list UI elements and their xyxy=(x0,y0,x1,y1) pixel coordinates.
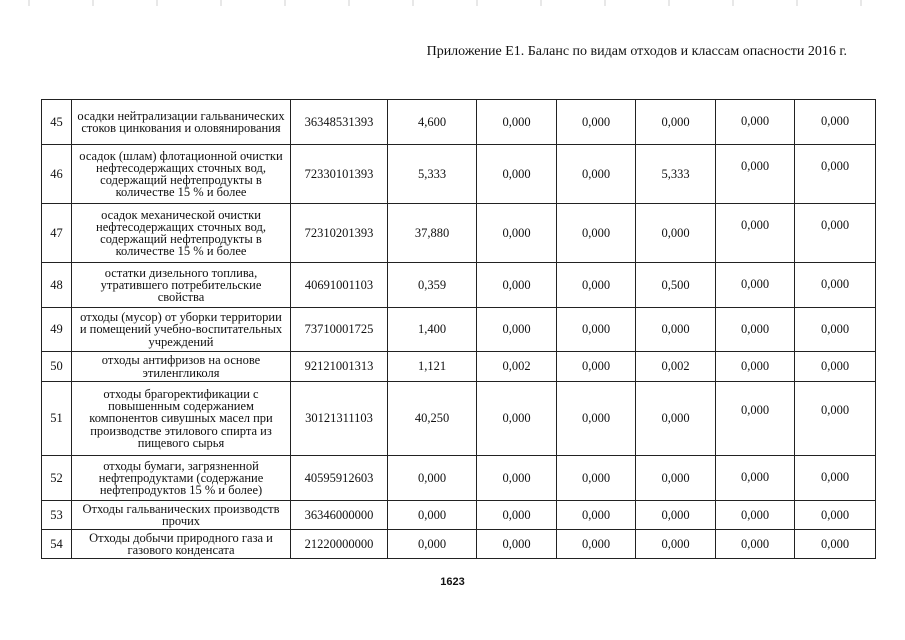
value-cell: 0,000 xyxy=(388,501,477,530)
table-row xyxy=(42,145,876,204)
value-cell: 0,000 xyxy=(795,382,876,456)
value-cell: 0,000 xyxy=(477,501,557,530)
value-cell: 0,000 xyxy=(557,382,636,456)
value-cell: 0,000 xyxy=(636,100,716,145)
row-number: 52 xyxy=(42,456,72,501)
table-row xyxy=(42,456,876,501)
value-cell: 5,333 xyxy=(636,145,716,204)
value-cell: 0,000 xyxy=(795,501,876,530)
table-row xyxy=(42,501,876,530)
value-cell: 0,000 xyxy=(557,501,636,530)
value-cell: 0,000 xyxy=(636,308,716,352)
waste-code: 36346000000 xyxy=(291,501,388,530)
value-cell: 40,250 xyxy=(388,382,477,456)
value-cell: 0,000 xyxy=(477,308,557,352)
value-cell: 0,000 xyxy=(477,530,557,559)
value-cell: 0,000 xyxy=(795,204,876,263)
row-number: 50 xyxy=(42,352,72,382)
row-number: 51 xyxy=(42,382,72,456)
value-cell: 0,000 xyxy=(795,456,876,501)
value-cell: 0,000 xyxy=(795,100,876,145)
value-cell: 0,000 xyxy=(557,352,636,382)
value-cell: 0,000 xyxy=(636,382,716,456)
value-cell: 0,000 xyxy=(477,145,557,204)
waste-code: 73710001725 xyxy=(291,308,388,352)
value-cell: 0,000 xyxy=(795,530,876,559)
value-cell: 0,000 xyxy=(716,100,795,145)
value-cell: 0,000 xyxy=(557,100,636,145)
waste-code: 21220000000 xyxy=(291,530,388,559)
table-row xyxy=(42,100,876,145)
value-cell: 0,000 xyxy=(477,263,557,308)
row-number: 47 xyxy=(42,204,72,263)
waste-code: 40595912603 xyxy=(291,456,388,501)
value-cell: 0,002 xyxy=(636,352,716,382)
value-cell: 0,000 xyxy=(716,352,795,382)
value-cell: 0,000 xyxy=(477,204,557,263)
waste-code: 72330101393 xyxy=(291,145,388,204)
value-cell: 0,359 xyxy=(388,263,477,308)
value-cell: 1,400 xyxy=(388,308,477,352)
value-cell: 0,000 xyxy=(388,530,477,559)
row-number: 45 xyxy=(42,100,72,145)
waste-name: отходы брагоректификации с повышенным содержанием компонентов сивушных масел при производстве этилового спирта из пищевого сырья xyxy=(72,382,291,456)
table-row xyxy=(42,308,876,352)
value-cell: 0,000 xyxy=(716,145,795,204)
table-row xyxy=(42,382,876,456)
value-cell: 0,000 xyxy=(636,204,716,263)
value-cell: 0,000 xyxy=(716,308,795,352)
document-title: Приложение Е1. Баланс по видам отходов и классам опасности 2016 г. xyxy=(426,44,847,59)
value-cell: 4,600 xyxy=(388,100,477,145)
waste-code: 72310201393 xyxy=(291,204,388,263)
value-cell: 0,000 xyxy=(716,501,795,530)
waste-name: отходы бумаги, загрязненной нефтепродуктами (содержание нефтепродуктов 15 % и более) xyxy=(72,456,291,501)
waste-balance-table xyxy=(41,99,876,559)
waste-code: 40691001103 xyxy=(291,263,388,308)
value-cell: 1,121 xyxy=(388,352,477,382)
value-cell: 0,000 xyxy=(716,456,795,501)
value-cell: 0,000 xyxy=(557,308,636,352)
value-cell: 0,000 xyxy=(557,530,636,559)
value-cell: 0,002 xyxy=(477,352,557,382)
value-cell: 0,000 xyxy=(388,456,477,501)
row-number: 48 xyxy=(42,263,72,308)
value-cell: 5,333 xyxy=(388,145,477,204)
value-cell: 0,000 xyxy=(477,456,557,501)
waste-code: 92121001313 xyxy=(291,352,388,382)
waste-name: Отходы добычи природного газа и газового конденсата xyxy=(72,530,291,559)
table-row xyxy=(42,352,876,382)
row-number: 49 xyxy=(42,308,72,352)
value-cell: 0,000 xyxy=(716,263,795,308)
page-number: 1623 xyxy=(440,576,465,588)
waste-name: осадки нейтрализации гальванических стоков цинкования и оловянирования xyxy=(72,100,291,145)
table-row xyxy=(42,263,876,308)
value-cell: 0,000 xyxy=(795,352,876,382)
value-cell: 0,000 xyxy=(557,263,636,308)
table-row xyxy=(42,204,876,263)
value-cell: 0,500 xyxy=(636,263,716,308)
value-cell: 0,000 xyxy=(636,501,716,530)
waste-code: 30121311103 xyxy=(291,382,388,456)
value-cell: 0,000 xyxy=(557,456,636,501)
row-number: 46 xyxy=(42,145,72,204)
waste-name: осадок механической очистки нефтесодержащих сточных вод, содержащий нефтепродукты в количестве 15 % и более xyxy=(72,204,291,263)
value-cell: 0,000 xyxy=(716,530,795,559)
waste-name: Отходы гальванических производств прочих xyxy=(72,501,291,530)
value-cell: 0,000 xyxy=(716,204,795,263)
value-cell: 0,000 xyxy=(795,145,876,204)
value-cell: 0,000 xyxy=(557,204,636,263)
scan-top-edge xyxy=(0,0,905,6)
value-cell: 0,000 xyxy=(636,456,716,501)
value-cell: 0,000 xyxy=(477,382,557,456)
value-cell: 37,880 xyxy=(388,204,477,263)
value-cell: 0,000 xyxy=(557,145,636,204)
row-number: 54 xyxy=(42,530,72,559)
value-cell: 0,000 xyxy=(795,263,876,308)
table-row xyxy=(42,530,876,559)
value-cell: 0,000 xyxy=(716,382,795,456)
waste-name: остатки дизельного топлива, утратившего потребительские свойства xyxy=(72,263,291,308)
value-cell: 0,000 xyxy=(636,530,716,559)
waste-name: отходы (мусор) от уборки территории и помещений учебно-воспитательных учреждений xyxy=(72,308,291,352)
row-number: 53 xyxy=(42,501,72,530)
value-cell: 0,000 xyxy=(795,308,876,352)
waste-name: отходы антифризов на основе этиленгликоля xyxy=(72,352,291,382)
waste-code: 36348531393 xyxy=(291,100,388,145)
value-cell: 0,000 xyxy=(477,100,557,145)
waste-name: осадок (шлам) флотационной очистки нефтесодержащих сточных вод, содержащий нефтепродукты в количестве 15 % и более xyxy=(72,145,291,204)
